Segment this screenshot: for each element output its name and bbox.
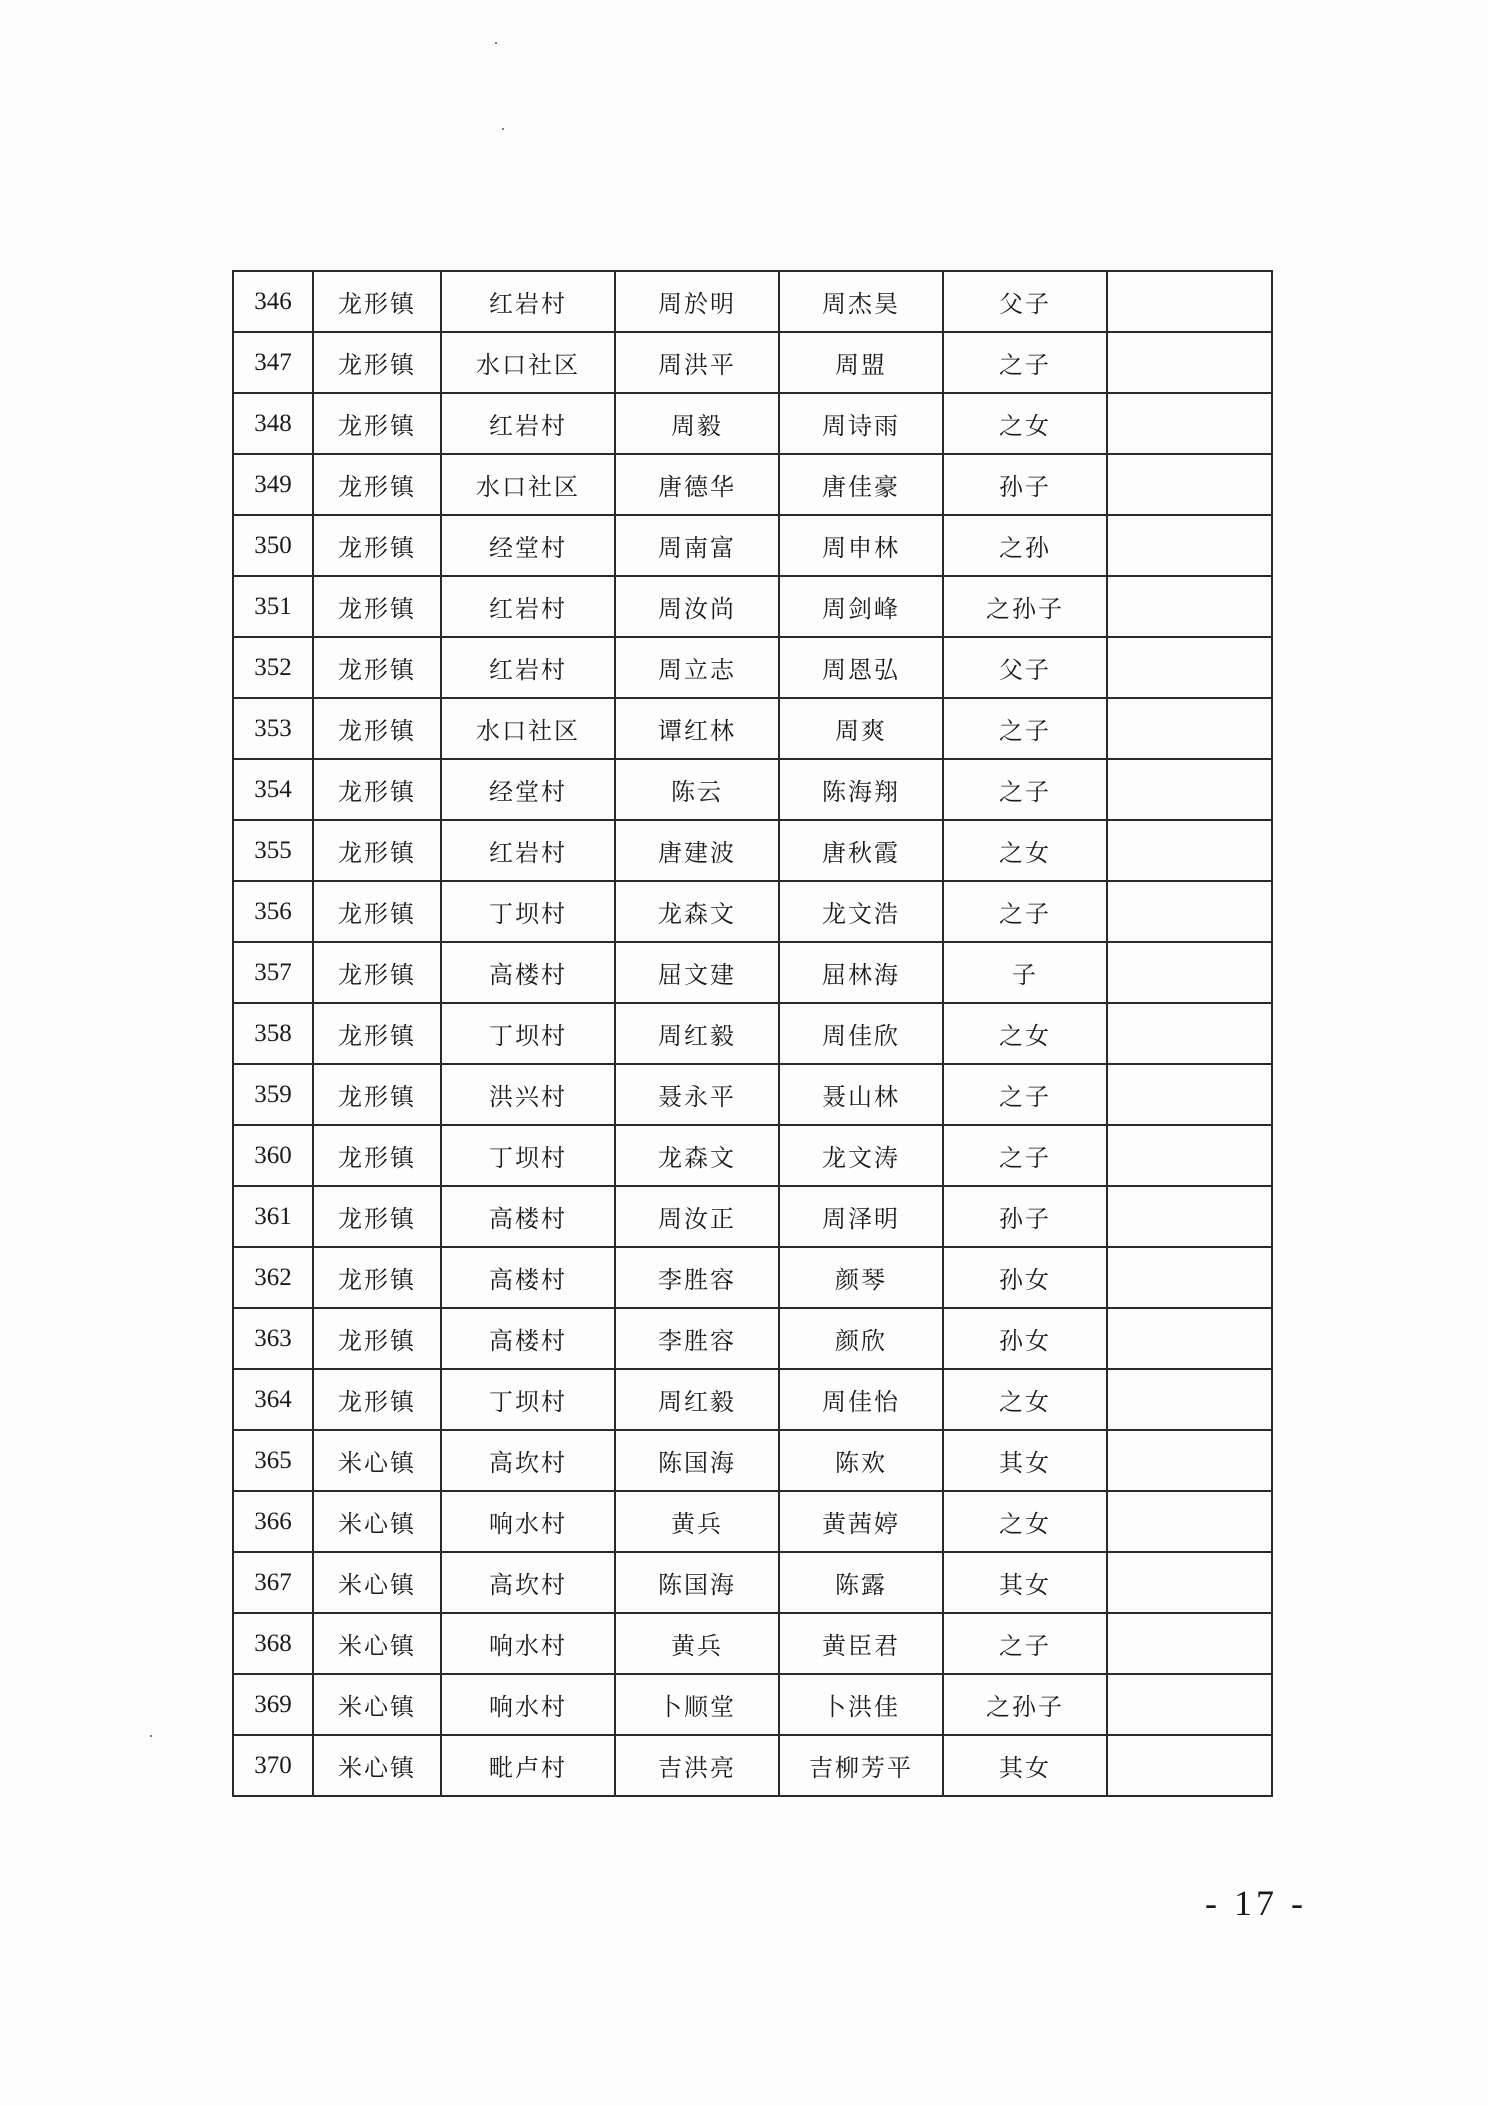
relationship-cell: 之女 xyxy=(943,1491,1107,1552)
relationship-cell: 之子 xyxy=(943,332,1107,393)
relative-name-cell: 周佳欣 xyxy=(779,1003,943,1064)
table-row xyxy=(233,1125,1272,1186)
row-number-cell: 367 xyxy=(233,1552,313,1613)
relative-name-cell: 颜琴 xyxy=(779,1247,943,1308)
village-cell: 水口社区 xyxy=(441,454,615,515)
relationship-cell: 之子 xyxy=(943,1064,1107,1125)
table-row xyxy=(233,1674,1272,1735)
row-number-cell: 348 xyxy=(233,393,313,454)
relationship-cell: 其女 xyxy=(943,1552,1107,1613)
table-row xyxy=(233,1735,1272,1796)
town-cell: 龙形镇 xyxy=(313,1064,441,1125)
town-cell: 龙形镇 xyxy=(313,393,441,454)
relationship-cell: 之女 xyxy=(943,1369,1107,1430)
page-number: - 17 - xyxy=(1205,1883,1307,1923)
remarks-cell xyxy=(1107,1369,1272,1430)
table-row xyxy=(233,942,1272,1003)
village-cell: 毗卢村 xyxy=(441,1735,615,1796)
relative-name-cell: 吉柳芳平 xyxy=(779,1735,943,1796)
table-row xyxy=(233,1613,1272,1674)
roster-table-body xyxy=(233,271,1272,1796)
remarks-cell xyxy=(1107,1247,1272,1308)
row-number-cell: 356 xyxy=(233,881,313,942)
town-cell: 龙形镇 xyxy=(313,820,441,881)
scan-speck xyxy=(502,128,504,130)
row-number-cell: 359 xyxy=(233,1064,313,1125)
remarks-cell xyxy=(1107,759,1272,820)
relationship-cell: 孙女 xyxy=(943,1247,1107,1308)
row-number-cell: 366 xyxy=(233,1491,313,1552)
row-number-cell: 346 xyxy=(233,271,313,332)
remarks-cell xyxy=(1107,820,1272,881)
row-number-cell: 347 xyxy=(233,332,313,393)
person-name-cell: 唐德华 xyxy=(615,454,779,515)
table-row xyxy=(233,515,1272,576)
remarks-cell xyxy=(1107,1430,1272,1491)
person-name-cell: 周洪平 xyxy=(615,332,779,393)
person-name-cell: 周毅 xyxy=(615,393,779,454)
village-cell: 高楼村 xyxy=(441,1186,615,1247)
roster-table xyxy=(232,270,1273,1797)
relative-name-cell: 唐秋霞 xyxy=(779,820,943,881)
village-cell: 响水村 xyxy=(441,1674,615,1735)
table-row xyxy=(233,759,1272,820)
village-cell: 响水村 xyxy=(441,1491,615,1552)
village-cell: 高坎村 xyxy=(441,1430,615,1491)
town-cell: 龙形镇 xyxy=(313,1125,441,1186)
row-number-cell: 357 xyxy=(233,942,313,1003)
table-row xyxy=(233,1552,1272,1613)
remarks-cell xyxy=(1107,1064,1272,1125)
row-number-cell: 353 xyxy=(233,698,313,759)
town-cell: 米心镇 xyxy=(313,1613,441,1674)
row-number-cell: 351 xyxy=(233,576,313,637)
person-name-cell: 黄兵 xyxy=(615,1613,779,1674)
town-cell: 龙形镇 xyxy=(313,637,441,698)
table-row xyxy=(233,454,1272,515)
relationship-cell: 之子 xyxy=(943,698,1107,759)
table-row xyxy=(233,1247,1272,1308)
row-number-cell: 369 xyxy=(233,1674,313,1735)
relative-name-cell: 颜欣 xyxy=(779,1308,943,1369)
village-cell: 红岩村 xyxy=(441,393,615,454)
village-cell: 丁坝村 xyxy=(441,1125,615,1186)
relative-name-cell: 周爽 xyxy=(779,698,943,759)
remarks-cell xyxy=(1107,1674,1272,1735)
town-cell: 米心镇 xyxy=(313,1430,441,1491)
row-number-cell: 364 xyxy=(233,1369,313,1430)
person-name-cell: 吉洪亮 xyxy=(615,1735,779,1796)
relative-name-cell: 屈林海 xyxy=(779,942,943,1003)
person-name-cell: 龙森文 xyxy=(615,1125,779,1186)
relative-name-cell: 聂山林 xyxy=(779,1064,943,1125)
town-cell: 龙形镇 xyxy=(313,1308,441,1369)
relative-name-cell: 周盟 xyxy=(779,332,943,393)
remarks-cell xyxy=(1107,271,1272,332)
table-row xyxy=(233,271,1272,332)
village-cell: 红岩村 xyxy=(441,820,615,881)
row-number-cell: 354 xyxy=(233,759,313,820)
relative-name-cell: 周佳怡 xyxy=(779,1369,943,1430)
remarks-cell xyxy=(1107,1003,1272,1064)
village-cell: 红岩村 xyxy=(441,576,615,637)
row-number-cell: 363 xyxy=(233,1308,313,1369)
village-cell: 红岩村 xyxy=(441,271,615,332)
remarks-cell xyxy=(1107,576,1272,637)
relationship-cell: 父子 xyxy=(943,271,1107,332)
relative-name-cell: 周剑峰 xyxy=(779,576,943,637)
table-row xyxy=(233,332,1272,393)
village-cell: 水口社区 xyxy=(441,698,615,759)
relative-name-cell: 陈欢 xyxy=(779,1430,943,1491)
village-cell: 响水村 xyxy=(441,1613,615,1674)
town-cell: 米心镇 xyxy=(313,1552,441,1613)
remarks-cell xyxy=(1107,942,1272,1003)
relative-name-cell: 龙文浩 xyxy=(779,881,943,942)
person-name-cell: 周红毅 xyxy=(615,1369,779,1430)
person-name-cell: 陈国海 xyxy=(615,1552,779,1613)
village-cell: 洪兴村 xyxy=(441,1064,615,1125)
town-cell: 龙形镇 xyxy=(313,1247,441,1308)
relative-name-cell: 陈海翔 xyxy=(779,759,943,820)
remarks-cell xyxy=(1107,332,1272,393)
table-row xyxy=(233,881,1272,942)
remarks-cell xyxy=(1107,393,1272,454)
person-name-cell: 周南富 xyxy=(615,515,779,576)
relationship-cell: 之女 xyxy=(943,393,1107,454)
village-cell: 红岩村 xyxy=(441,637,615,698)
person-name-cell: 周红毅 xyxy=(615,1003,779,1064)
town-cell: 米心镇 xyxy=(313,1674,441,1735)
relationship-cell: 之女 xyxy=(943,820,1107,881)
remarks-cell xyxy=(1107,1735,1272,1796)
person-name-cell: 卜顺堂 xyxy=(615,1674,779,1735)
village-cell: 经堂村 xyxy=(441,515,615,576)
relationship-cell: 之子 xyxy=(943,759,1107,820)
scan-speck xyxy=(495,42,497,44)
remarks-cell xyxy=(1107,1308,1272,1369)
relationship-cell: 之子 xyxy=(943,1125,1107,1186)
table-row xyxy=(233,393,1272,454)
person-name-cell: 龙森文 xyxy=(615,881,779,942)
person-name-cell: 屈文建 xyxy=(615,942,779,1003)
person-name-cell: 周立志 xyxy=(615,637,779,698)
row-number-cell: 358 xyxy=(233,1003,313,1064)
relationship-cell: 父子 xyxy=(943,637,1107,698)
person-name-cell: 唐建波 xyxy=(615,820,779,881)
relative-name-cell: 周杰昊 xyxy=(779,271,943,332)
row-number-cell: 362 xyxy=(233,1247,313,1308)
remarks-cell xyxy=(1107,698,1272,759)
relationship-cell: 之孙 xyxy=(943,515,1107,576)
row-number-cell: 360 xyxy=(233,1125,313,1186)
remarks-cell xyxy=(1107,1125,1272,1186)
table-row xyxy=(233,1308,1272,1369)
row-number-cell: 349 xyxy=(233,454,313,515)
table-row xyxy=(233,698,1272,759)
table-row xyxy=(233,576,1272,637)
town-cell: 龙形镇 xyxy=(313,454,441,515)
relationship-cell: 之孙子 xyxy=(943,576,1107,637)
remarks-cell xyxy=(1107,1186,1272,1247)
relative-name-cell: 龙文涛 xyxy=(779,1125,943,1186)
relationship-cell: 孙女 xyxy=(943,1308,1107,1369)
relationship-cell: 之子 xyxy=(943,1613,1107,1674)
relationship-cell: 其女 xyxy=(943,1735,1107,1796)
relative-name-cell: 周诗雨 xyxy=(779,393,943,454)
remarks-cell xyxy=(1107,515,1272,576)
relationship-cell: 之子 xyxy=(943,881,1107,942)
town-cell: 龙形镇 xyxy=(313,515,441,576)
town-cell: 龙形镇 xyxy=(313,698,441,759)
person-name-cell: 黄兵 xyxy=(615,1491,779,1552)
relationship-cell: 孙子 xyxy=(943,1186,1107,1247)
village-cell: 水口社区 xyxy=(441,332,615,393)
relative-name-cell: 唐佳豪 xyxy=(779,454,943,515)
table-row xyxy=(233,1186,1272,1247)
relative-name-cell: 周申林 xyxy=(779,515,943,576)
table-row xyxy=(233,1064,1272,1125)
row-number-cell: 352 xyxy=(233,637,313,698)
person-name-cell: 周汝尚 xyxy=(615,576,779,637)
village-cell: 丁坝村 xyxy=(441,1003,615,1064)
town-cell: 龙形镇 xyxy=(313,881,441,942)
town-cell: 龙形镇 xyxy=(313,1186,441,1247)
relative-name-cell: 黄臣君 xyxy=(779,1613,943,1674)
town-cell: 米心镇 xyxy=(313,1735,441,1796)
relationship-cell: 之孙子 xyxy=(943,1674,1107,1735)
relationship-cell: 孙子 xyxy=(943,454,1107,515)
remarks-cell xyxy=(1107,1552,1272,1613)
remarks-cell xyxy=(1107,881,1272,942)
relationship-cell: 其女 xyxy=(943,1430,1107,1491)
town-cell: 龙形镇 xyxy=(313,332,441,393)
relative-name-cell: 周恩弘 xyxy=(779,637,943,698)
remarks-cell xyxy=(1107,1613,1272,1674)
relative-name-cell: 周泽明 xyxy=(779,1186,943,1247)
row-number-cell: 355 xyxy=(233,820,313,881)
row-number-cell: 370 xyxy=(233,1735,313,1796)
table-row xyxy=(233,1491,1272,1552)
village-cell: 经堂村 xyxy=(441,759,615,820)
remarks-cell xyxy=(1107,1491,1272,1552)
relative-name-cell: 黄茜婷 xyxy=(779,1491,943,1552)
town-cell: 米心镇 xyxy=(313,1491,441,1552)
relative-name-cell: 陈露 xyxy=(779,1552,943,1613)
row-number-cell: 368 xyxy=(233,1613,313,1674)
table-row xyxy=(233,637,1272,698)
person-name-cell: 李胜容 xyxy=(615,1247,779,1308)
person-name-cell: 陈国海 xyxy=(615,1430,779,1491)
scan-speck xyxy=(150,1735,152,1737)
person-name-cell: 谭红林 xyxy=(615,698,779,759)
row-number-cell: 350 xyxy=(233,515,313,576)
town-cell: 龙形镇 xyxy=(313,1369,441,1430)
town-cell: 龙形镇 xyxy=(313,942,441,1003)
relationship-cell: 子 xyxy=(943,942,1107,1003)
town-cell: 龙形镇 xyxy=(313,576,441,637)
relationship-cell: 之女 xyxy=(943,1003,1107,1064)
person-name-cell: 周汝正 xyxy=(615,1186,779,1247)
table-row xyxy=(233,1003,1272,1064)
village-cell: 高楼村 xyxy=(441,1247,615,1308)
remarks-cell xyxy=(1107,454,1272,515)
row-number-cell: 361 xyxy=(233,1186,313,1247)
person-name-cell: 聂永平 xyxy=(615,1064,779,1125)
village-cell: 高坎村 xyxy=(441,1552,615,1613)
person-name-cell: 李胜容 xyxy=(615,1308,779,1369)
town-cell: 龙形镇 xyxy=(313,759,441,820)
person-name-cell: 周於明 xyxy=(615,271,779,332)
village-cell: 丁坝村 xyxy=(441,1369,615,1430)
table-row xyxy=(233,820,1272,881)
remarks-cell xyxy=(1107,637,1272,698)
town-cell: 龙形镇 xyxy=(313,1003,441,1064)
table-row xyxy=(233,1369,1272,1430)
table-row xyxy=(233,1430,1272,1491)
person-name-cell: 陈云 xyxy=(615,759,779,820)
row-number-cell: 365 xyxy=(233,1430,313,1491)
relative-name-cell: 卜洪佳 xyxy=(779,1674,943,1735)
village-cell: 丁坝村 xyxy=(441,881,615,942)
village-cell: 高楼村 xyxy=(441,1308,615,1369)
town-cell: 龙形镇 xyxy=(313,271,441,332)
village-cell: 高楼村 xyxy=(441,942,615,1003)
